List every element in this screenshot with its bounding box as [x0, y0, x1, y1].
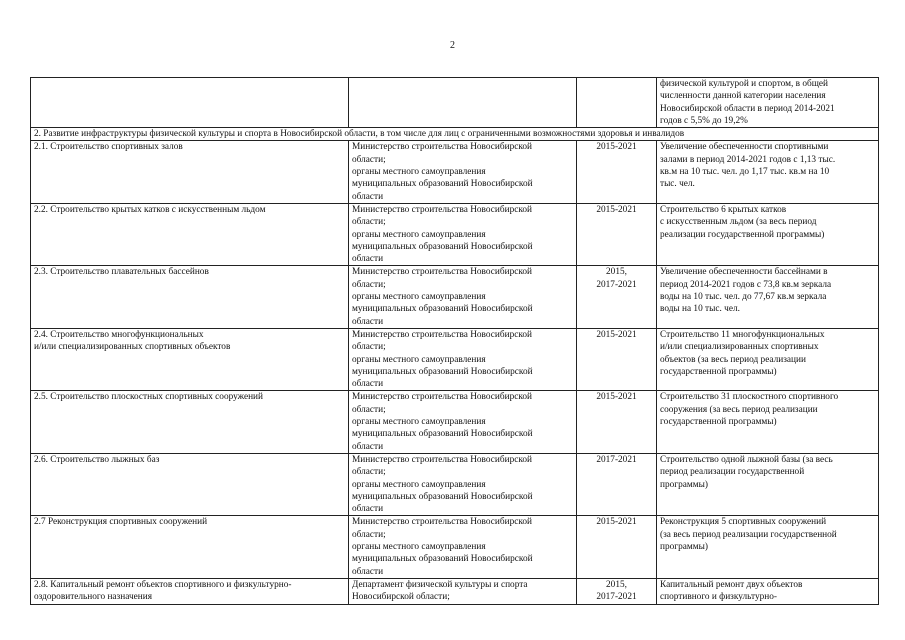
executor-cell: Департамент физической культуры и спорта Новосибирской области;: [349, 578, 577, 604]
period-cell: 2015-2021: [577, 516, 657, 578]
executor-cell: Министерство строительства Новосибирской области; органы местного самоуправления муниципальных образований Новосибирской области: [349, 141, 577, 203]
executor-cell: [349, 78, 577, 128]
event-cell: 2.3. Строительство плавательных бассейнов: [31, 266, 349, 328]
period-cell: 2015, 2017-2021: [577, 266, 657, 328]
result-cell: Строительство одной лыжной базы (за весь период реализации государственной программы): [657, 453, 879, 515]
result-cell: Капитальный ремонт двух объектов спортивного и физкультурно-: [657, 578, 879, 604]
executor-cell: Министерство строительства Новосибирской области; органы местного самоуправления муниципальных образований Новосибирской области: [349, 453, 577, 515]
result-cell: Увеличение обеспеченности бассейнами в период 2014-2021 годов с 73,8 кв.м зеркала воды на 10 тыс. чел. до 77,67 кв.м зеркала воды на 10 тыс. чел.: [657, 266, 879, 328]
executor-cell: Министерство строительства Новосибирской области; органы местного самоуправления муниципальных образований Новосибирской области: [349, 328, 577, 390]
result-cell: Увеличение обеспеченности спортивными залами в период 2014-2021 годов с 1,13 тыс. кв.м на 10 тыс. чел. до 1,17 тыс. кв.м на 10 тыс. чел.: [657, 141, 879, 203]
period-cell: 2017-2021: [577, 453, 657, 515]
result-cell: физической культурой и спортом, в общей численности данной категории населения Новосибирской области в период 2014-2021 годов с 5,5% до 19,2%: [657, 78, 879, 128]
table-body: [31, 78, 879, 605]
section-title: 2. Развитие инфраструктуры физической культуры и спорта в Новосибирской области, в том числе для лиц с ограниченными возможностями здоровья и инвалидов: [31, 128, 879, 141]
table-row: [31, 578, 879, 604]
event-cell: 2.7 Реконструкция спортивных сооружений: [31, 516, 349, 578]
program-events-table: [30, 77, 879, 605]
table-row: [31, 453, 879, 515]
period-cell: 2015-2021: [577, 391, 657, 453]
event-cell: [31, 78, 349, 128]
executor-cell: Министерство строительства Новосибирской области; органы местного самоуправления муниципальных образований Новосибирской области: [349, 203, 577, 265]
event-cell: 2.6. Строительство лыжных баз: [31, 453, 349, 515]
period-cell: 2015-2021: [577, 328, 657, 390]
table-row-continuation: [31, 78, 879, 128]
period-cell: 2015, 2017-2021: [577, 578, 657, 604]
period-cell: 2015-2021: [577, 203, 657, 265]
event-cell: 2.8. Капитальный ремонт объектов спортивного и физкультурно- оздоровительного назначения: [31, 578, 349, 604]
period-cell: 2015-2021: [577, 141, 657, 203]
event-cell: 2.1. Строительство спортивных залов: [31, 141, 349, 203]
table-row: [31, 203, 879, 265]
table-row: [31, 391, 879, 453]
event-cell: 2.5. Строительство плоскостных спортивных сооружений: [31, 391, 349, 453]
table-row: [31, 141, 879, 203]
page-number: 2: [450, 40, 455, 51]
table-row: [31, 328, 879, 390]
result-cell: Строительство 11 многофункциональных и/или специализированных спортивных объектов (за весь период реализации государственной программы): [657, 328, 879, 390]
executor-cell: Министерство строительства Новосибирской области; органы местного самоуправления муниципальных образований Новосибирской области: [349, 516, 577, 578]
result-cell: Строительство 6 крытых катков с искусственным льдом (за весь период реализации государственной программы): [657, 203, 879, 265]
event-cell: 2.2. Строительство крытых катков с искусственным льдом: [31, 203, 349, 265]
table-row: [31, 266, 879, 328]
executor-cell: Министерство строительства Новосибирской области; органы местного самоуправления муниципальных образований Новосибирской области: [349, 391, 577, 453]
event-cell: 2.4. Строительство многофункциональных и/или специализированных спортивных объектов: [31, 328, 349, 390]
executor-cell: Министерство строительства Новосибирской области; органы местного самоуправления муниципальных образований Новосибирской области: [349, 266, 577, 328]
section-header-row: [31, 128, 879, 141]
table-row: [31, 516, 879, 578]
result-cell: Реконструкция 5 спортивных сооружений (за весь период реализации государственной программы): [657, 516, 879, 578]
result-cell: Строительство 31 плоскостного спортивного сооружения (за весь период реализации государственной программы): [657, 391, 879, 453]
period-cell: [577, 78, 657, 128]
